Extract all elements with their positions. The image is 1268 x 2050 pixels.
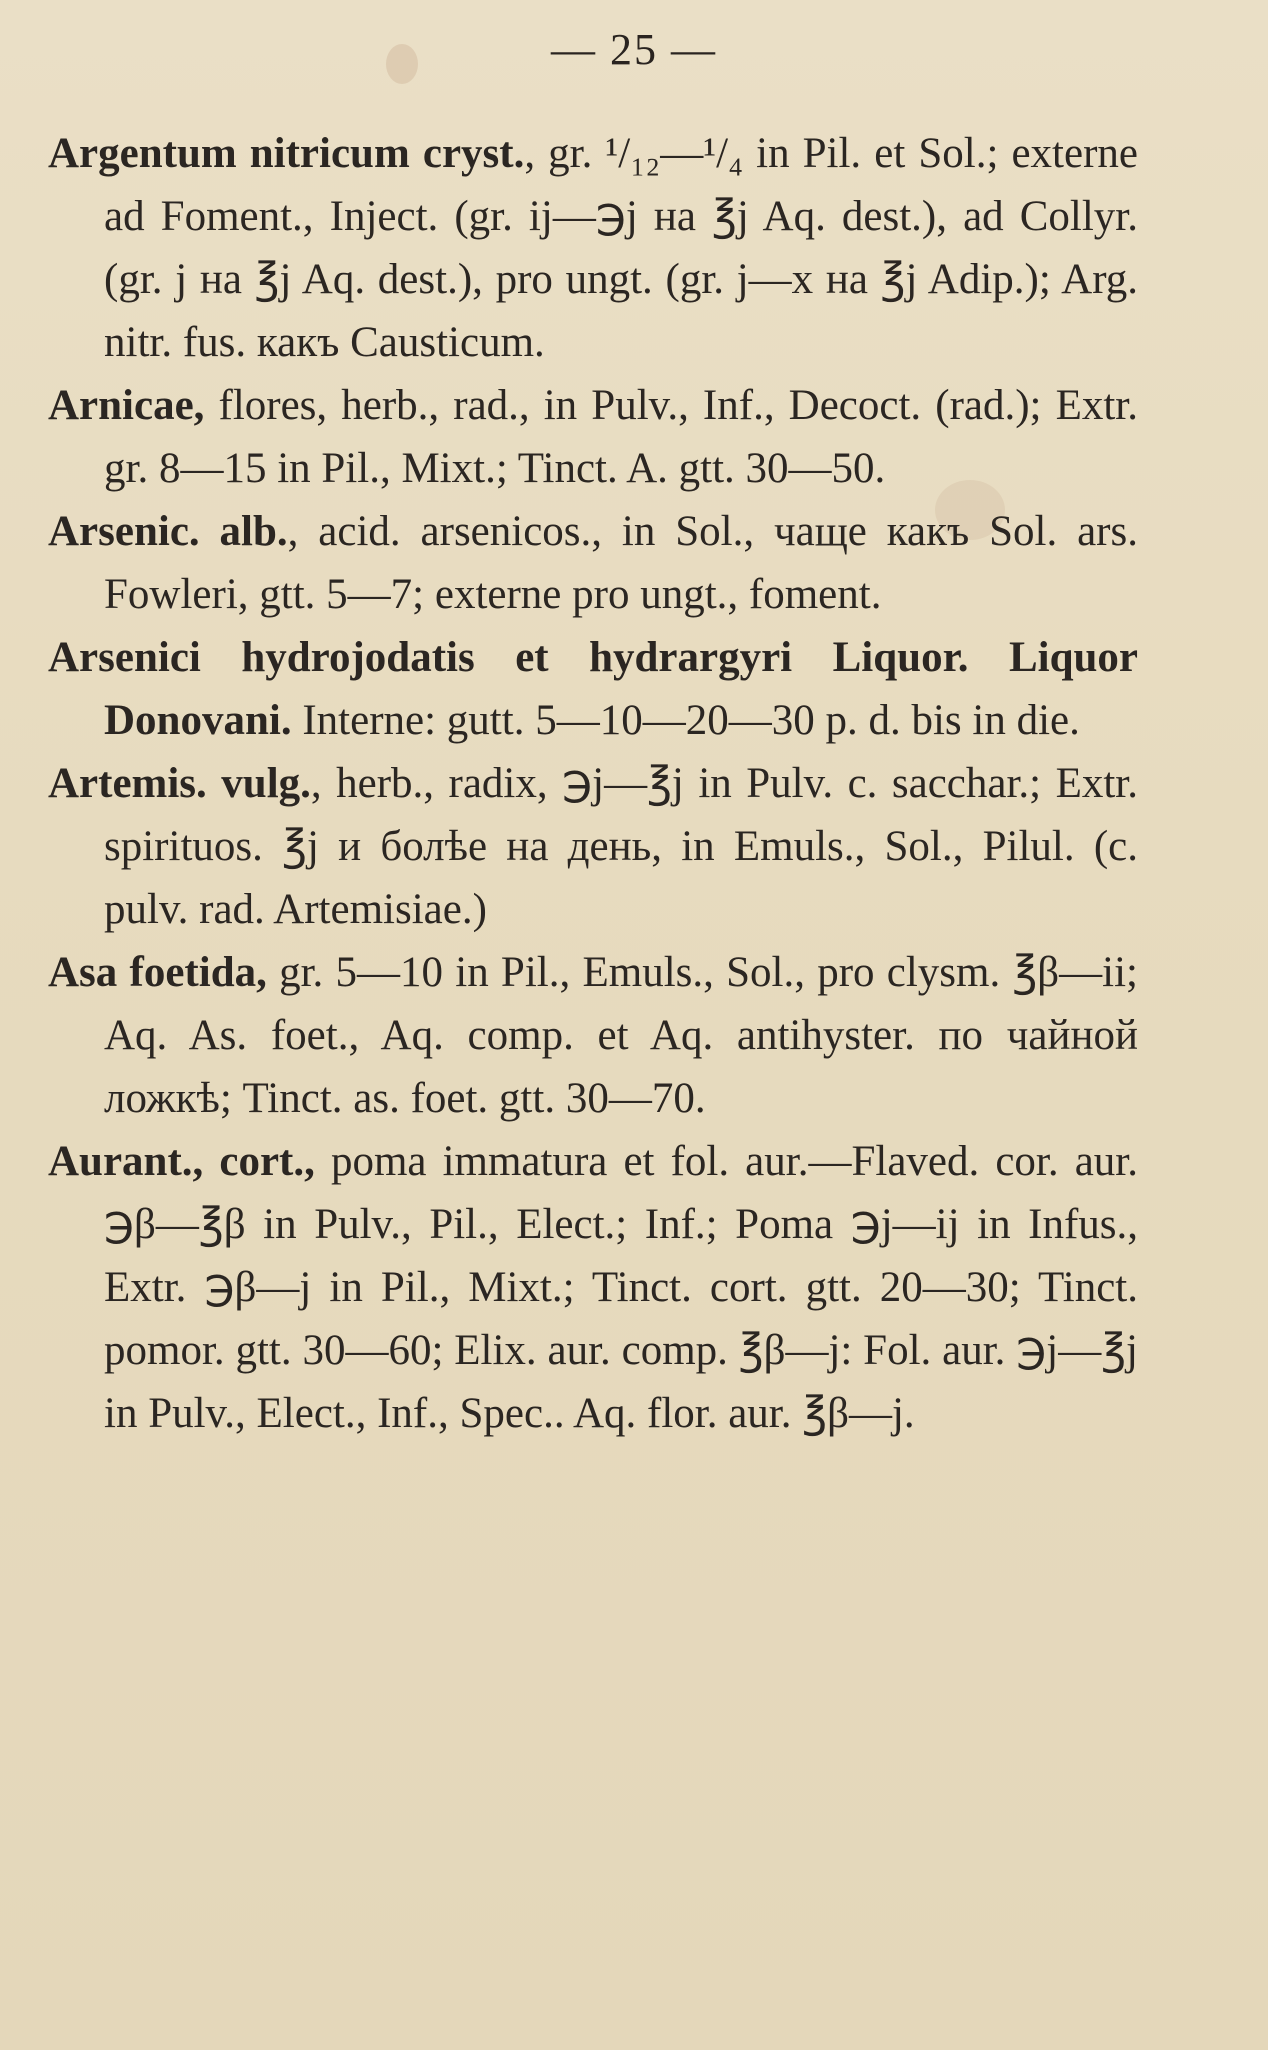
page-number: — 25 —	[551, 25, 717, 74]
entries-list	[48, 122, 1138, 1445]
entry-body: Interne: gutt. 5—10—20—30 p. d. bis in die.	[291, 697, 1080, 744]
entry-term: Artemis. vulg.	[48, 760, 311, 807]
entry-asa-foetida	[48, 941, 1138, 1130]
entry-body: , gr. ¹/₁₂—¹/₄ in Pil. et Sol.; externe ad Foment., Inject. (gr. ij—℈j на ℥j Aq. dest.), ad Collyr. (gr. j на ℥j Aq. dest.), pro ungt. (gr. j—x на ℥j Adip.); Arg. nitr. fus. какъ Causticum.	[104, 130, 1138, 366]
entry-body: poma immatura et fol. aur.—Flaved. cor. aur. ℈β—℥β in Pulv., Pil., Elect.; Inf.; Poma ℈j—ij in Infus., Extr. ℈β—j in Pil., Mixt.; Tinct. cort. gtt. 20—30; Tinct. pomor. gtt. 30—60; Elix. aur. comp. ℥β—j: Fol. aur. ℈j—℥j in Pulv., Elect., Inf., Spec.. Aq. flor. aur. ℥β—j.	[104, 1138, 1138, 1437]
entry-term: Asa foetida,	[48, 949, 267, 996]
entry-body: flores, herb., rad., in Pulv., Inf., Decoct. (rad.); Extr. gr. 8—15 in Pil., Mixt.; Tinct. A. gtt. 30—50.	[104, 382, 1138, 492]
entry-term: Aurant., cort.,	[48, 1138, 315, 1185]
entry-artemis	[48, 752, 1138, 941]
entry-body: gr. 5—10 in Pil., Emuls., Sol., pro clysm. ℥β—ii; Aq. As. foet., Aq. comp. et Aq. antihyster. по чайной ложкѣ; Tinct. as. foet. gtt. 30—70.	[104, 949, 1139, 1122]
entry-arsenic	[48, 500, 1138, 626]
entry-body: , herb., radix, ℈j—℥j in Pulv. c. sacchar.; Extr. spirituos. ℥j и болѣе на день, in Emuls., Sol., Pilul. (c. pulv. rad. Artemisiae.)	[104, 760, 1138, 933]
entry-body: , acid. arsenicos., in Sol., чаще какъ Sol. ars. Fowleri, gtt. 5—7; externe pro ungt., foment.	[104, 508, 1138, 618]
entry-term: Argentum nitricum cryst.	[48, 130, 525, 177]
entry-arnicae	[48, 374, 1138, 500]
entry-term: Arsenici hydrojodatis et hydrargyri Liquor. Liquor Donovani.	[48, 634, 1138, 744]
entry-term: Arnicae,	[48, 382, 205, 429]
entry-argentum	[48, 122, 1138, 374]
entry-term: Arsenic. alb.	[48, 508, 288, 555]
entry-aurant	[48, 1130, 1138, 1445]
entry-arsenici-liquor	[48, 626, 1138, 752]
